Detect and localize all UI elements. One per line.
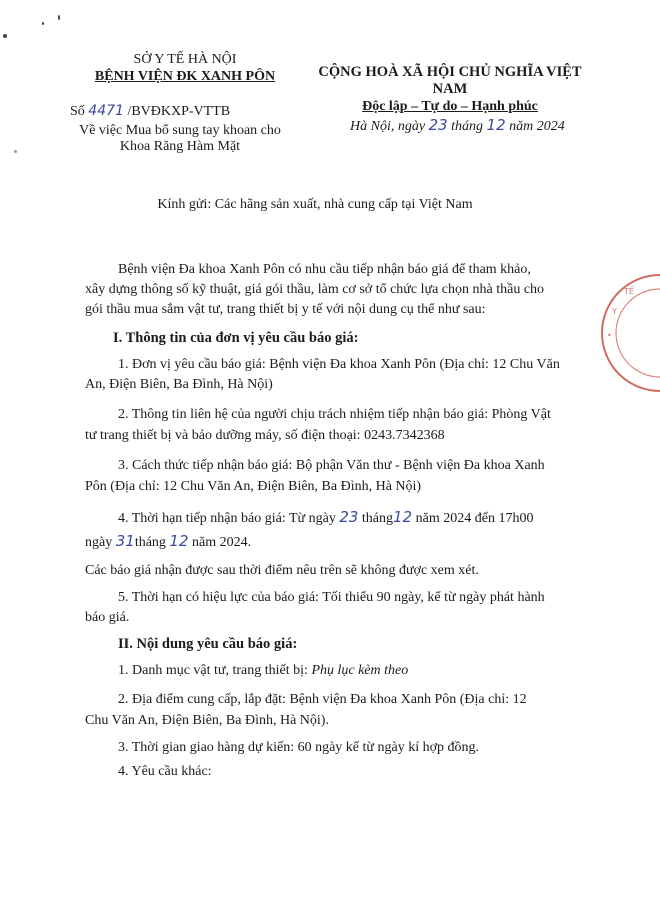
deadline-to-day-label: ngày	[85, 535, 113, 550]
deadline-from-month-handwritten: 12	[393, 508, 413, 526]
s1-item-2-line-1: 2. Thông tin liên hệ của người chịu trách nhiệm tiếp nhận báo giá: Phòng Vật	[118, 407, 551, 422]
date-day-handwritten: 23	[428, 116, 448, 134]
s2-item-4: 4. Yêu cầu khác:	[118, 764, 212, 779]
s1-item-1-line-1: 1. Đơn vị yêu cầu báo giá: Bệnh viện Đa khoa Xanh Pôn (Địa chỉ: 12 Chu Văn	[118, 357, 560, 372]
stamp-partial	[598, 258, 660, 408]
s2-item-1-value: Phụ lục kèm theo	[311, 663, 409, 678]
subject-line-2: Khoa Răng Hàm Mặt	[119, 139, 241, 154]
date-month-handwritten: 12	[486, 116, 506, 134]
issue-date	[350, 116, 565, 135]
scan-speck	[14, 150, 17, 153]
svg-text:TẾ: TẾ	[624, 287, 634, 296]
s1-item-3-line-2: Pôn (Địa chỉ: 12 Chu Văn An, Điện Biên, Ba Đình, Hà Nội)	[85, 479, 422, 494]
s1-item-5-line-1: 5. Thời hạn có hiệu lực của báo giá: Tối thiểu 90 ngày, kể từ ngày phát hành	[118, 590, 545, 605]
subject-line	[70, 123, 290, 155]
deadline-from-label: 4. Thời hạn tiếp nhận báo giá: Từ ngày	[118, 511, 336, 526]
date-prefix: Hà Nội, ngày	[350, 119, 426, 134]
scan-speck	[42, 22, 44, 25]
issuer-hospital: BỆNH VIỆN ĐK XANH PÔN	[94, 69, 276, 84]
national-motto-block	[300, 64, 600, 115]
intro-line-1: Bệnh viện Đa khoa Xanh Pôn có nhu cầu tiếp nhận báo giá để tham khảo,	[118, 262, 531, 277]
s1-item-2-line-2: tư trang thiết bị và bảo dưỡng máy, số điện thoại: 0243.7342368	[85, 428, 445, 443]
s1-item-4-line-2	[85, 532, 251, 551]
ref-number-handwritten: 4471	[88, 103, 124, 119]
s2-item-2-line-2: Chu Văn An, Điện Biên, Ba Đình, Hà Nội).	[85, 713, 329, 728]
scan-speck	[58, 15, 60, 20]
issuer-department: SỞ Y TẾ HÀ NỘI	[133, 52, 237, 67]
s2-item-2-line-1: 2. Địa điểm cung cấp, lắp đặt: Bệnh viện Đa khoa Xanh Pôn (Địa chỉ: 12	[118, 692, 527, 707]
s2-item-1-label: 1. Danh mục vật tư, trang thiết bị:	[118, 663, 308, 678]
date-suffix: năm 2024	[509, 119, 565, 134]
intro-line-2: xây dựng thông số kỹ thuật, giá gói thầu, làm cơ sở tổ chức lựa chọn nhà thầu cho	[85, 282, 545, 297]
s1-note: Các báo giá nhận được sau thời điểm nêu trên sẽ không được xem xét.	[85, 563, 479, 578]
deadline-to-day-handwritten: 31	[115, 532, 135, 550]
s2-item-1	[118, 663, 408, 679]
deadline-to-label: năm 2024 đến 17h00	[415, 511, 534, 526]
intro-line-3: gói thầu mua sắm vật tư, trang thiết bị y tế với nội dung cụ thể như sau:	[85, 302, 486, 317]
deadline-to-month-handwritten: 12	[169, 532, 189, 550]
s1-item-5-line-2: báo giá.	[85, 610, 130, 625]
date-month-label: tháng	[451, 119, 484, 134]
reference-number	[70, 103, 230, 120]
section-1-heading: I. Thông tin của đơn vị yêu cầu báo giá:	[113, 330, 359, 346]
issuer-block	[70, 51, 300, 85]
subject-line-1: Về việc Mua bổ sung tay khoan cho	[79, 123, 281, 138]
national-title: CỘNG HOÀ XÃ HỘI CHỦ NGHĨA VIỆT NAM	[318, 64, 582, 97]
s1-item-4-line-1	[118, 508, 533, 527]
national-motto: Độc lập – Tự do – Hạnh phúc	[362, 99, 538, 114]
s1-item-1-line-2: An, Điện Biên, Ba Đình, Hà Nội)	[85, 377, 273, 392]
deadline-to-month-label: tháng	[134, 535, 166, 550]
deadline-to-year: năm 2024.	[192, 535, 252, 550]
s1-item-3-line-1: 3. Cách thức tiếp nhận báo giá: Bộ phận Văn thư - Bệnh viện Đa khoa Xanh	[118, 458, 545, 473]
ref-suffix: /BVĐKXP-VTTB	[127, 104, 231, 119]
svg-text:Y: Y	[612, 307, 617, 316]
deadline-from-day-handwritten: 23	[339, 508, 359, 526]
section-2-heading: II. Nội dung yêu cầu báo giá:	[118, 636, 298, 652]
s2-item-3: 3. Thời gian giao hàng dự kiến: 60 ngày kể từ ngày kí hợp đồng.	[118, 740, 480, 755]
svg-text:•: •	[607, 331, 612, 340]
ref-prefix: Số	[70, 104, 85, 119]
salutation: Kính gửi: Các hãng sản xuất, nhà cung cấp tại Việt Nam	[157, 197, 473, 212]
scan-speck	[3, 34, 7, 38]
deadline-from-month-label: tháng	[361, 511, 394, 526]
